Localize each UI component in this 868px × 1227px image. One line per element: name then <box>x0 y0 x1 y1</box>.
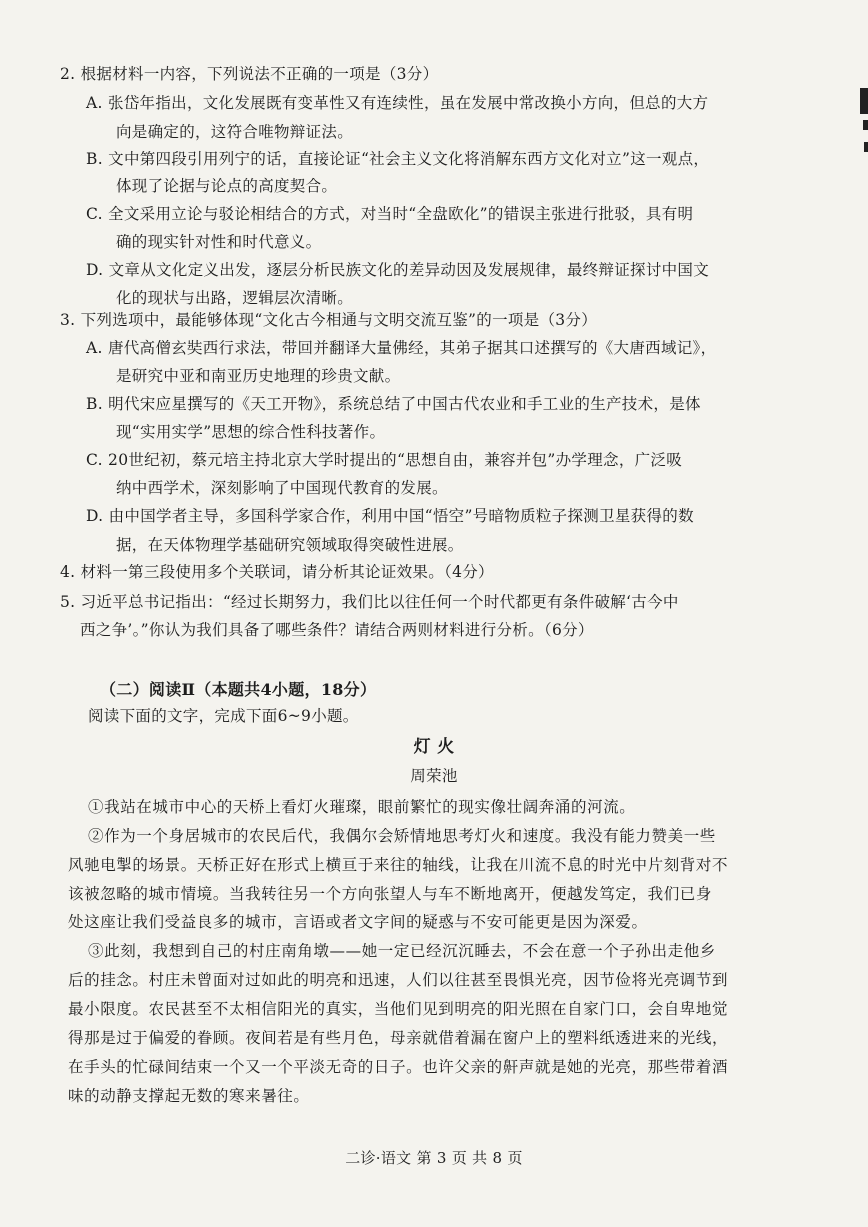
paragraph-3-line4: 得那是过于偏爱的眷顾。夜间若是有些月色，母亲就借着漏在窗户上的塑料纸透进来的光线， <box>68 1029 729 1047</box>
passage-title: 灯 火 <box>413 737 455 757</box>
q2-option-b-line1: B. 文中第四段引用列宁的话，直接论证“社会主义文化将消解东西方文化对立”这一观点， <box>86 150 710 168</box>
page-footer: 二诊·语文 第 3 页 共 8 页 <box>345 1149 523 1167</box>
q3-option-d-line2: 据，在天体物理学基础研究领域取得突破性进展。 <box>116 536 464 554</box>
paragraph-3-line1: ③此刻，我想到自己的村庄南角墩——她一定已经沉沉睡去，不会在意一个子孙出走他乡 <box>88 942 716 960</box>
scan-edge-mark <box>863 120 868 130</box>
q2-option-a-line2: 向是确定的，这符合唯物辩证法。 <box>116 123 354 141</box>
paragraph-3-line5: 在手头的忙碌间结束一个又一个平淡无奇的日子。也许父亲的鼾声就是她的光亮，那些带着酒 <box>68 1058 729 1076</box>
section-instruction: 阅读下面的文字，完成下面6~9小题。 <box>88 707 359 725</box>
paragraph-2-line4: 处这座让我们受益良多的城市，言语或者文字间的疑惑与不安可能更是因为深爱。 <box>68 913 648 931</box>
section-heading: （二）阅读Ⅱ（本题共4小题，18分） <box>100 680 377 699</box>
paragraph-2-line1: ②作为一个身居城市的农民后代，我偶尔会矫情地思考灯火和速度。我没有能力赞美一些 <box>88 827 716 845</box>
q2-option-b-line2: 体现了论据与论点的高度契合。 <box>116 177 338 195</box>
q2-option-c-line2: 确的现实针对性和时代意义。 <box>116 233 322 251</box>
q2-option-a-line1: A. 张岱年指出，文化发展既有变革性又有连续性，虽在发展中常改换小方向，但总的大方 <box>86 94 709 112</box>
q3-option-b-line1: B. 明代宋应星撰写的《天工开物》，系统总结了中国古代农业和手工业的生产技术，是体 <box>86 395 701 413</box>
q2-option-d-line2: 化的现状与出路，逻辑层次清晰。 <box>116 289 354 307</box>
q2-option-c-line1: C. 全文采用立论与驳论相结合的方式，对当时“全盘欧化”的错误主张进行批驳，具有明 <box>86 205 694 223</box>
scan-edge-mark <box>860 88 868 114</box>
paragraph-2-line3: 该被忽略的城市情境。当我转往另一个方向张望人与车不断地离开，便越发笃定，我们已身 <box>68 885 713 903</box>
q3-stem: 3. 下列选项中，最能够体现“文化古今相通与文明交流互鉴”的一项是（3分） <box>60 311 598 329</box>
paragraph-3-line2: 后的挂念。村庄未曾面对过如此的明亮和迅速，人们以往甚至畏惧光亮，因节俭将光亮调节到 <box>68 971 729 989</box>
q5-stem-line1: 5. 习近平总书记指出：“经过长期努力，我们比以往任何一个时代都更有条件破解‘古今中 <box>60 593 679 611</box>
q3-option-b-line2: 现“实用实学”思想的综合性科技著作。 <box>116 423 386 441</box>
q3-option-c-line2: 纳中西学术，深刻影响了中国现代教育的发展。 <box>116 479 448 497</box>
q3-option-a-line2: 是研究中亚和南亚历史地理的珍贵文献。 <box>116 367 401 385</box>
q4-stem: 4. 材料一第三段使用多个关联词，请分析其论证效果。（4分） <box>60 563 494 581</box>
q3-option-d-line1: D. 由中国学者主导，多国科学家合作，利用中国“悟空”号暗物质粒子探测卫星获得的数 <box>86 507 694 525</box>
passage-author: 周荣池 <box>410 767 458 785</box>
paragraph-1-line1: ①我站在城市中心的天桥上看灯火璀璨，眼前繁忙的现实像壮阔奔涌的河流。 <box>88 798 636 816</box>
q5-stem-line2: 西之争’。”你认为我们具备了哪些条件？请结合两则材料进行分析。（6分） <box>80 621 594 639</box>
scan-edge-mark <box>864 142 868 152</box>
q2-option-d-line1: D. 文章从文化定义出发，逐层分析民族文化的差异动因及发展规律，最终辩证探讨中国文 <box>86 261 710 279</box>
q3-option-c-line1: C. 20世纪初，蔡元培主持北京大学时提出的“思想自由，兼容并包”办学理念，广泛吸 <box>86 451 683 469</box>
paragraph-3-line3: 最小限度。农民甚至不太相信阳光的真实，当他们见到明亮的阳光照在自家门口，会自卑地觉 <box>68 1000 729 1018</box>
paragraph-2-line2: 风驰电掣的场景。天桥正好在形式上横亘于来往的轴线，让我在川流不息的时光中片刻背对不 <box>68 856 729 874</box>
paragraph-3-line6: 味的动静支撑起无数的寒来暑往。 <box>68 1087 310 1105</box>
q2-stem: 2. 根据材料一内容，下列说法不正确的一项是（3分） <box>60 65 439 83</box>
q3-option-a-line1: A. 唐代高僧玄奘西行求法，带回并翻译大量佛经，其弟子据其口述撰写的《大唐西域记》， <box>86 339 717 357</box>
